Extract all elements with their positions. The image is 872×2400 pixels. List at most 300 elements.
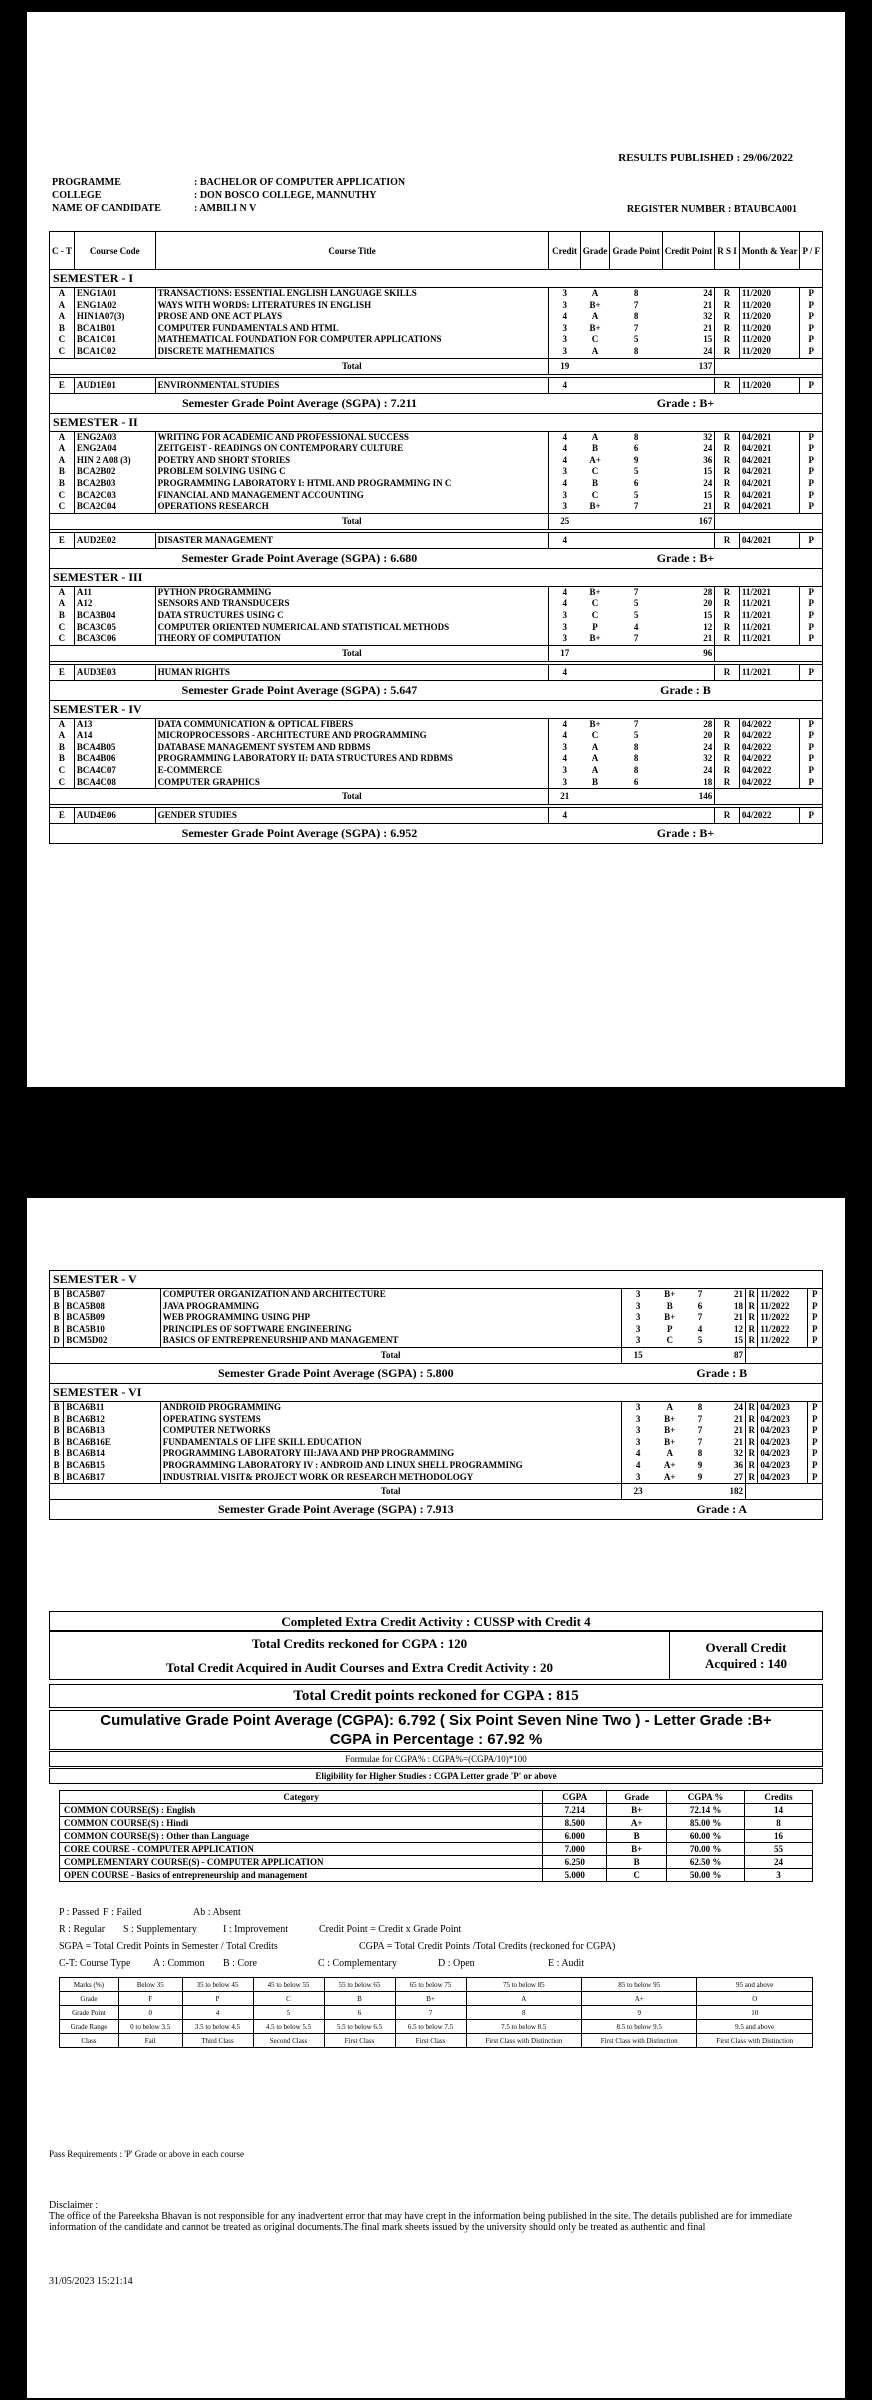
semester-title: SEMESTER - II (50, 413, 823, 431)
audit-type: E (50, 532, 75, 548)
legend-improvement: I : Improvement (223, 1924, 288, 1935)
legend-cgpa: CGPA = Total Credit Points /Total Credits (reckoned for CGPA) (359, 1941, 616, 1952)
course-type: D (50, 1335, 64, 1347)
course-type: A (50, 455, 75, 467)
course-code: BCA1B01 (74, 323, 155, 335)
course-month-year: 04/2021 (739, 443, 800, 455)
total-spacer (580, 513, 662, 529)
course-credit-point: 21 (662, 323, 715, 335)
course-pf: P (800, 288, 823, 300)
total-spacer (715, 358, 823, 374)
category-cell: 6.250 (543, 1856, 607, 1869)
cgpa-line: Cumulative Grade Point Average (CGPA): 6.792 ( Six Point Seven Nine Two ) - Letter Grade :B+ (100, 1712, 772, 1729)
course-rsi: R (715, 586, 740, 598)
category-header-row (60, 1791, 813, 1804)
course-credit-point: 32 (662, 311, 715, 323)
grade-scale-cell: 9.5 and above (697, 2020, 813, 2034)
course-type: B (50, 1324, 64, 1336)
course-grade-point: 7 (633, 718, 639, 729)
sgpa-value: Semester Grade Point Average (SGPA) : 7.913 (50, 1500, 622, 1520)
grade-scale-cell: 55 to below 65 (324, 1978, 395, 1992)
course-pf: P (800, 742, 823, 754)
course-credit-point: 21 (715, 1414, 746, 1426)
grade-scale-cell: 6.5 to below 7.5 (395, 2020, 466, 2034)
course-pf: P (807, 1448, 822, 1460)
semester-total-row (50, 513, 823, 529)
course-rsi: R (746, 1425, 758, 1437)
audit-credit: 4 (549, 377, 580, 393)
course-credit-point: 18 (662, 777, 715, 789)
total-spacer (715, 513, 823, 529)
total-label: Total (155, 789, 549, 805)
course-title: ANDROID PROGRAMMING (160, 1401, 621, 1413)
course-rsi: R (746, 1437, 758, 1449)
audit-code: AUD4E06 (74, 808, 155, 824)
course-code: HIN1A07(3) (74, 311, 155, 323)
course-row (50, 1401, 823, 1413)
course-credit: 3 (562, 334, 568, 345)
course-grade: A (591, 311, 599, 322)
course-type: A (50, 431, 75, 443)
course-grade-point: 9 (697, 1459, 703, 1470)
course-row (50, 730, 823, 742)
course-grade-point: 8 (633, 345, 639, 356)
course-row (50, 622, 823, 634)
total-credit: 17 (549, 645, 580, 661)
audit-title: GENDER STUDIES (155, 808, 549, 824)
grade-scale-cell: Grade (60, 1992, 119, 2006)
course-pf: P (800, 455, 823, 467)
total-credit: 23 (622, 1484, 655, 1500)
course-credit: 3 (635, 1413, 641, 1424)
category-row (60, 1856, 813, 1869)
grade-scale-cell: Second Class (253, 2034, 324, 2048)
category-cell: 60.00 % (667, 1830, 745, 1843)
category-cell: B+ (607, 1843, 667, 1856)
course-grade: B+ (664, 1289, 676, 1299)
course-title: SENSORS AND TRANSDUCERS (155, 598, 549, 610)
course-type: B (50, 1472, 64, 1484)
sgpa-row (50, 824, 823, 844)
course-title: PROGRAMMING LABORATORY IV : ANDROID AND LINUX SHELL PROGRAMMING (160, 1460, 621, 1472)
course-pf: P (800, 753, 823, 765)
course-pf: P (807, 1301, 822, 1313)
course-month-year: 11/2022 (758, 1324, 807, 1336)
course-type: B (50, 466, 75, 478)
college-value: : DON BOSCO COLLEGE, MANNUTHY (194, 190, 377, 201)
course-credit: 3 (562, 609, 568, 620)
course-month-year: 04/2021 (739, 478, 800, 490)
course-rsi: R (715, 334, 740, 346)
course-grade-point: 7 (633, 299, 639, 310)
semester-title-row (50, 413, 823, 431)
marksheet-page-1 (27, 12, 845, 1087)
category-cell: 24 (745, 1856, 813, 1869)
total-credits-cgpa: Total Credits reckoned for CGPA : 120 (251, 1636, 468, 1651)
course-grade: C (591, 489, 599, 500)
sgpa-row (50, 680, 823, 700)
course-row (50, 1414, 823, 1426)
course-credit: 3 (635, 1401, 641, 1412)
category-cell: OPEN COURSE - Basics of entrepreneurship and management (60, 1869, 543, 1882)
audit-title: HUMAN RIGHTS (155, 664, 549, 680)
grade-scale-cell: 75 to below 85 (466, 1978, 581, 1992)
course-type: A (50, 730, 75, 742)
course-month-year: 11/2020 (739, 288, 800, 300)
category-cell: 3 (745, 1869, 813, 1882)
credit-summary-box (49, 1631, 669, 1680)
audit-extra-credits: Total Credit Acquired in Audit Courses and Extra Credit Activity : 20 (165, 1660, 554, 1675)
course-title: INDUSTRIAL VISIT& PROJECT WORK OR RESEARCH METHODOLOGY (160, 1472, 621, 1484)
total-spacer (746, 1484, 823, 1500)
course-pf: P (807, 1324, 822, 1336)
grade-scale-cell: First Class (395, 2034, 466, 2048)
sgpa-value: Semester Grade Point Average (SGPA) : 5.647 (50, 680, 549, 700)
course-rsi: R (746, 1460, 758, 1472)
course-grade: B+ (664, 1425, 676, 1436)
course-credit-point: 21 (715, 1289, 746, 1301)
course-grade: B+ (589, 633, 601, 644)
course-grade: A (591, 345, 599, 356)
candidate-name-value: : AMBILI N V (194, 203, 257, 214)
category-cell: 70.00 % (667, 1843, 745, 1856)
course-grade-point: 9 (697, 1471, 703, 1482)
course-type: A (50, 311, 75, 323)
course-credit-point: 24 (662, 478, 715, 490)
marks-table-page-1 (49, 231, 823, 844)
course-credit: 4 (562, 454, 568, 465)
audit-spacer (580, 808, 715, 824)
semester-title: SEMESTER - VI (50, 1383, 823, 1401)
col-header-course-code: Course Code (74, 232, 155, 270)
course-month-year: 04/2023 (758, 1425, 807, 1437)
course-grade: C (591, 598, 599, 609)
course-credit: 3 (562, 288, 568, 298)
semester-grade: Grade : B+ (549, 548, 823, 568)
course-row (50, 1472, 823, 1484)
course-type: C (50, 765, 75, 777)
total-credit: 19 (549, 358, 580, 374)
grade-scale-cell: Marks (%) (60, 1978, 119, 1992)
course-title: WAYS WITH WORDS: LITERATURES IN ENGLISH (155, 300, 549, 312)
course-month-year: 11/2020 (739, 346, 800, 358)
col-header-rsi: R S I (715, 232, 740, 270)
course-title: DATA STRUCTURES USING C (155, 610, 549, 622)
grade-scale-cell: 95 and above (697, 1978, 813, 1992)
semester-grade: Grade : B (622, 1363, 823, 1383)
course-row (50, 777, 823, 789)
course-rsi: R (746, 1301, 758, 1313)
course-title: OPERATIONS RESEARCH (155, 501, 549, 513)
course-rsi: R (715, 455, 740, 467)
course-pf: P (800, 466, 823, 478)
course-title: PROBLEM SOLVING USING C (155, 466, 549, 478)
category-cell: COMMON COURSE(S) : Hindi (60, 1817, 543, 1830)
course-type: C (50, 777, 75, 789)
course-type: C (50, 490, 75, 502)
course-code: BCA6B16E (64, 1437, 160, 1449)
course-title: FUNDAMENTALS OF LIFE SKILL EDUCATION (160, 1437, 621, 1449)
course-row (50, 1335, 823, 1347)
semester-total-row (50, 1484, 823, 1500)
course-type: A (50, 443, 75, 455)
grade-scale-row (60, 2006, 813, 2020)
grade-scale-cell: First Class with Distinction (466, 2034, 581, 2048)
course-rsi: R (715, 443, 740, 455)
grade-scale-cell: B+ (395, 1992, 466, 2006)
course-credit: 3 (562, 489, 568, 500)
total-credit-point: 137 (662, 358, 715, 374)
course-month-year: 11/2021 (739, 622, 800, 634)
course-credit: 3 (562, 741, 568, 752)
course-grade: B+ (589, 322, 601, 333)
course-credit-point: 12 (662, 622, 715, 634)
grade-scale-cell: 10 (697, 2006, 813, 2020)
grade-scale-cell: 4.5 to below 5.5 (253, 2020, 324, 2034)
grade-scale-cell: 65 to below 75 (395, 1978, 466, 1992)
course-title: TRANSACTIONS: ESSENTIAL ENGLISH LANGUAGE SKILLS (155, 288, 549, 300)
total-credit: 25 (549, 513, 580, 529)
course-rsi: R (715, 431, 740, 443)
course-pf: P (800, 598, 823, 610)
audit-pf: P (800, 377, 823, 393)
course-type: B (50, 1401, 64, 1413)
category-cell: 8 (745, 1817, 813, 1830)
course-credit: 3 (562, 501, 568, 512)
course-type: B (50, 1301, 64, 1313)
cgpa-formula: Formulae for CGPA% : CGPA%=(CGPA/10)*100 (49, 1751, 823, 1767)
course-type: C (50, 622, 75, 634)
course-month-year: 11/2021 (739, 598, 800, 610)
legend-line-1 (59, 1904, 615, 1921)
course-credit: 4 (562, 311, 568, 322)
audit-pf: P (800, 664, 823, 680)
course-rsi: R (715, 765, 740, 777)
legend-line-4 (59, 1955, 615, 1972)
course-credit-point: 28 (662, 718, 715, 730)
course-grade-point: 8 (633, 753, 639, 764)
category-cell: 62.50 % (667, 1856, 745, 1869)
course-title: BASICS OF ENTREPRENEURSHIP AND MANAGEMENT (160, 1335, 621, 1347)
course-grade-point: 8 (633, 311, 639, 322)
course-row (50, 431, 823, 443)
legend-audit: E : Audit (548, 1958, 585, 1969)
course-credit: 3 (635, 1425, 641, 1436)
course-grade-point: 7 (697, 1436, 703, 1447)
course-grade-point: 4 (697, 1323, 703, 1334)
audit-month-year: 11/2021 (739, 664, 800, 680)
course-credit-point: 24 (662, 346, 715, 358)
audit-title: ENVIRONMENTAL STUDIES (155, 377, 549, 393)
course-credit-point: 12 (715, 1324, 746, 1336)
course-pf: P (800, 501, 823, 513)
grade-scale-cell: F (118, 1992, 182, 2006)
course-month-year: 04/2022 (739, 753, 800, 765)
disclaimer-text: The office of the Pareeksha Bhavan is not responsible for any inadvertent error that may have crept in the information being published in the site. The details published are for immediate information of the candidate and cannot be treated as original documents.The final mark sheets issued by the university should only be treated as authentic and final (49, 2211, 793, 2233)
course-credit: 4 (562, 477, 568, 488)
course-type: B (50, 742, 75, 754)
grade-scale-cell: A+ (581, 1992, 696, 2006)
category-cell: 5.000 (543, 1869, 607, 1882)
course-type: B (50, 478, 75, 490)
course-grade-point: 7 (697, 1413, 703, 1424)
course-rsi: R (715, 300, 740, 312)
course-grade-point: 7 (697, 1312, 703, 1323)
total-spacer (654, 1347, 714, 1363)
legend (59, 1904, 615, 1972)
category-col-header: Credits (745, 1791, 813, 1804)
course-grade: C (591, 730, 599, 741)
course-code: BCA2C04 (74, 501, 155, 513)
course-credit: 4 (562, 443, 568, 454)
audit-pf: P (800, 532, 823, 548)
course-grade: B+ (664, 1413, 676, 1424)
course-month-year: 11/2021 (739, 633, 800, 645)
course-grade-point: 5 (633, 598, 639, 609)
audit-credit: 4 (549, 808, 580, 824)
course-credit-point: 27 (715, 1472, 746, 1484)
course-credit-point: 21 (715, 1425, 746, 1437)
audit-month-year: 11/2020 (739, 377, 800, 393)
grade-scale-cell: 45 to below 55 (253, 1978, 324, 1992)
course-row (50, 323, 823, 335)
course-row (50, 765, 823, 777)
audit-course-row (50, 664, 823, 680)
course-type: B (50, 1414, 64, 1426)
course-type: C (50, 334, 75, 346)
course-grade: C (591, 466, 599, 477)
col-header-pf: P / F (800, 232, 823, 270)
course-credit-point: 21 (715, 1312, 746, 1324)
course-title: MICROPROCESSORS - ARCHITECTURE AND PROGRAMMING (155, 730, 549, 742)
course-credit-point: 15 (662, 466, 715, 478)
category-cell: COMPLEMENTARY COURSE(S) - COMPUTER APPLICATION (60, 1856, 543, 1869)
grade-scale-cell: 9 (581, 2006, 696, 2020)
grade-scale-cell: 8 (466, 2006, 581, 2020)
course-title: DATABASE MANAGEMENT SYSTEM AND RDBMS (155, 742, 549, 754)
course-rsi: R (715, 598, 740, 610)
total-spacer (50, 1484, 161, 1500)
course-pf: P (807, 1460, 822, 1472)
course-month-year: 11/2020 (739, 311, 800, 323)
audit-rsi: R (715, 532, 740, 548)
course-row (50, 753, 823, 765)
course-grade-point: 5 (633, 466, 639, 477)
course-credit-point: 36 (662, 455, 715, 467)
col-header-course-title: Course Title (155, 232, 549, 270)
course-grade: A+ (589, 454, 601, 465)
legend-common: A : Common (153, 1958, 205, 1969)
total-label: Total (155, 513, 549, 529)
course-credit: 4 (635, 1459, 641, 1470)
course-code: BCA5B07 (64, 1289, 160, 1301)
grade-scale-cell: B (324, 1992, 395, 2006)
course-grade-point: 7 (633, 322, 639, 333)
audit-type: E (50, 664, 75, 680)
grade-scale-cell: 0 to below 3.5 (118, 2020, 182, 2034)
total-spacer (50, 645, 156, 661)
audit-credit: 4 (549, 664, 580, 680)
legend-credit-point: Credit Point = Credit x Grade Point (319, 1924, 462, 1935)
course-pf: P (800, 334, 823, 346)
course-rsi: R (715, 311, 740, 323)
course-credit: 4 (562, 586, 568, 597)
total-spacer (580, 645, 662, 661)
course-code: BCA5B10 (64, 1324, 160, 1336)
audit-rsi: R (715, 664, 740, 680)
course-pf: P (807, 1401, 822, 1413)
total-label: Total (155, 645, 549, 661)
course-pf: P (800, 718, 823, 730)
course-credit: 4 (562, 718, 568, 729)
course-code: ENG2A04 (74, 443, 155, 455)
col-header-grade: Grade (580, 232, 610, 270)
course-credit: 3 (562, 765, 568, 776)
course-month-year: 04/2021 (739, 501, 800, 513)
total-credit-point: 167 (662, 513, 715, 529)
sgpa-value: Semester Grade Point Average (SGPA) : 6.952 (50, 824, 549, 844)
course-grade-point: 6 (697, 1300, 703, 1311)
audit-rsi: R (715, 377, 740, 393)
disclaimer-title: Disclaimer : (49, 2200, 99, 2211)
course-type: B (50, 1425, 64, 1437)
course-code: BCA4B06 (74, 753, 155, 765)
course-grade: B+ (589, 299, 601, 310)
audit-rsi: R (715, 808, 740, 824)
audit-type: E (50, 377, 75, 393)
semester-title: SEMESTER - V (50, 1271, 823, 1289)
course-credit: 3 (562, 621, 568, 632)
course-pf: P (800, 443, 823, 455)
grade-scale-cell: 3.5 to below 4.5 (182, 2020, 253, 2034)
category-cell: 55 (745, 1843, 813, 1856)
course-type: A (50, 718, 75, 730)
total-label: Total (160, 1347, 621, 1363)
course-month-year: 11/2022 (758, 1289, 807, 1301)
course-code: BCA5B09 (64, 1312, 160, 1324)
course-code: BCA3C05 (74, 622, 155, 634)
course-rsi: R (746, 1472, 758, 1484)
course-credit: 3 (562, 466, 568, 477)
course-grade-point: 7 (633, 633, 639, 644)
course-grade-point: 8 (633, 765, 639, 776)
course-code: BCA6B12 (64, 1414, 160, 1426)
course-title: COMPUTER NETWORKS (160, 1425, 621, 1437)
semester-total-row (50, 789, 823, 805)
course-type: C (50, 501, 75, 513)
course-grade-point: 7 (697, 1289, 703, 1299)
course-pf: P (800, 323, 823, 335)
course-credit: 3 (562, 322, 568, 333)
course-row (50, 466, 823, 478)
semester-title: SEMESTER - I (50, 270, 823, 288)
legend-regular: R : Regular (59, 1924, 106, 1935)
category-cell: C (607, 1869, 667, 1882)
category-cell: B (607, 1830, 667, 1843)
semester-total-row (50, 645, 823, 661)
course-credit: 3 (635, 1289, 641, 1299)
course-grade-point: 5 (633, 334, 639, 345)
semester-grade: Grade : A (622, 1500, 823, 1520)
course-credit: 4 (562, 431, 568, 442)
course-row (50, 1448, 823, 1460)
course-credit-point: 21 (715, 1437, 746, 1449)
course-row (50, 334, 823, 346)
category-cell: 72.14 % (667, 1804, 745, 1817)
audit-title: DISASTER MANAGEMENT (155, 532, 549, 548)
total-credit-point: 182 (715, 1484, 746, 1500)
marks-header-row (50, 232, 823, 270)
